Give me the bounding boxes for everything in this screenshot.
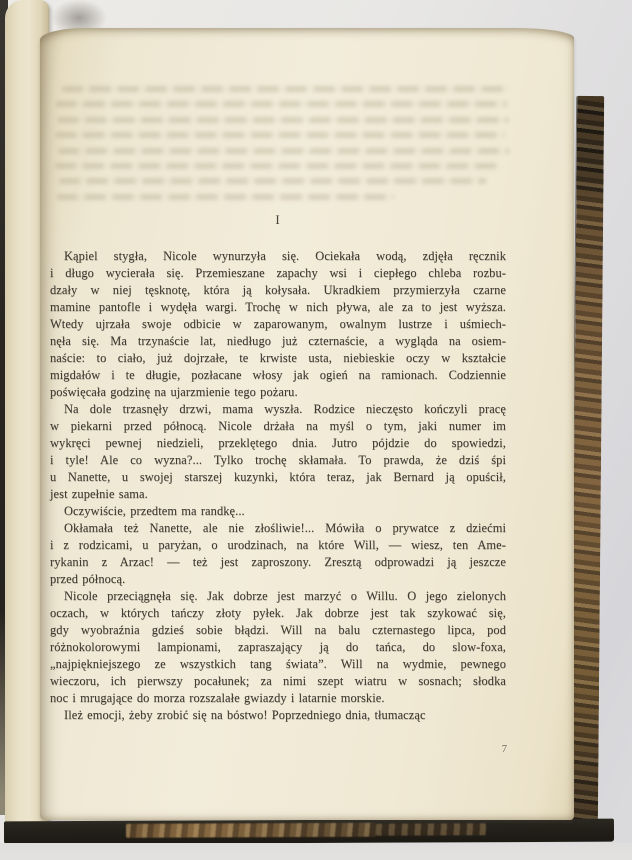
text-line: wykręci pewnej niedzieli, przeklętego dnia. Jutro pójdzie do spowiedzi, [50,436,506,450]
text-line: migdałów i te długie, pozłacane włosy jak ogień na ramionach. Codziennie [50,368,506,382]
show-through-line [62,86,510,92]
text-line: oczach, w których tańczy złoty pyłek. Jak dobrze jest tak szykować się, [50,606,506,620]
worn-leather-band [126,823,376,838]
text-line: mamine pantofle i wydęła wargi. Trochę w nich pływa, ale za to jest wyższa. [50,300,506,314]
show-through-line [55,163,501,169]
chapter-heading: I [275,212,281,227]
worn-leather-band [376,823,486,835]
show-through-line [56,194,394,200]
book-cover-right-edge [571,96,604,836]
text-line: u Nanette, u swojej starszej kuzynki, która teraz, jak Bernard ją opuścił, [50,470,506,484]
text-line: noc i mrugające do morza rozszalałe gwiazdy i latarnie morskie. [50,691,385,705]
show-through-line [55,101,507,107]
text-line: wieczoru, ich pierwszy pocałunek; za nimi szept wiatru w sosnach; słodka [50,674,506,688]
show-through-line [58,148,510,154]
text-line: „najpiękniejszego ze wszystkich tang świata”. Will na wydmie, pewnego [50,657,506,671]
text-line: i tyle! Ale co wyzna?... Tylko trochę skłamała. To prawda, że dziś śpi [50,453,506,467]
text-line: rykanin z Arzac! — też jest zaproszony. Zresztą odprowadzi ją jeszcze [50,555,506,569]
text-line: Ileż emocji, żeby zrobić się na bóstwo! Poprzedniego dnia, tłumacząc [64,708,426,722]
text-line: Na dole trzasnęły drzwi, mama wyszła. Rodzice nieczęsto kończyli pracę [64,402,506,416]
text-line: poświęcała godzinę na ujarzmienie tego pożaru. [50,385,298,399]
text-line: przed północą. [50,572,126,586]
show-through-text [54,86,507,210]
book-page [40,28,574,820]
page-number: 7 [501,744,507,755]
text-line: Wtedy ujrzała swoje odbicie w zaparowanym, owalnym lustrze i uśmiech- [50,317,506,331]
text-line: w piekarni przed północą. Nicole drżała na myśl o tym, jaki numer im [50,419,506,433]
text-line: i długo wycierała się. Przemieszane zapachy wsi i ciepłego chleba rozbu- [50,266,506,280]
book-cover-bottom-edge [4,819,614,845]
text-line: Nicole przeciągnęła się. Jak dobrze jest marzyć o Willu. O jego zielonych [64,589,506,603]
text-line: naście: to ciało, już dojrzałe, te krwiste usta, niebieskie oczy w kształcie [50,351,506,365]
page-text [50,248,506,724]
show-through-line [57,117,509,123]
text-line: i z rodzicami, u paryżan, o urodzinach, na które Will, — wiesz, ten Ame- [50,538,506,552]
text-line: dzały w niej tęsknotę, która ją kołysała. Ukradkiem przymierzyła czarne [50,283,506,297]
show-through-line [55,132,505,138]
text-line: Kąpiel stygła, Nicole wynurzyła się. Ociekała wodą, zdjęła ręcznik [64,249,506,263]
text-line: Oczywiście, przedtem ma randkę... [64,504,245,518]
text-line: gdy wyobraźnia gdzieś sobie błądzi. Will na balu czternastego lipca, pod [50,623,506,637]
text-line: nęła się. Ma trzynaście lat, niedługo już czternaście, a wygląda na osiem- [50,334,506,348]
text-line: Okłamała też Nanette, ale nie złośliwie!... Mówiła o prywatce z dziećmi [64,521,506,535]
text-line: jest zupełnie sama. [50,487,148,501]
show-through-line [59,178,487,184]
text-line: różnokolorowymi lampionami, zapraszający ją do tańca, do slow-foxa, [50,640,506,654]
